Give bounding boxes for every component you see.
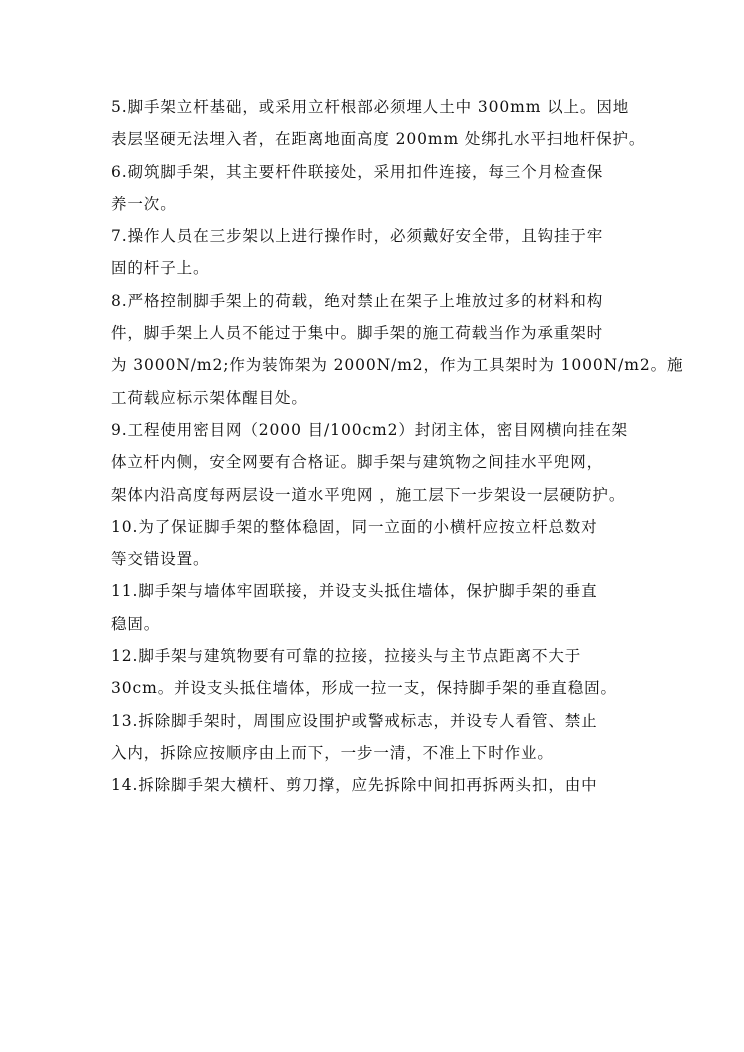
text-line: 为 3000N/m2;作为装饰架为 2000N/m2，作为工具架时为 1000N/m2。施 [111, 356, 684, 375]
text-line: 6.砌筑脚手架，其主要杆件联接处，采用扣件连接，每三个月检查保 [111, 162, 604, 181]
text-line: 14.拆除脚手架大横杆、剪刀撑，应先拆除中间扣再拆两头扣，由中 [111, 776, 598, 795]
text-line: 13.拆除脚手架时，周围应设围护或警戒标志，并设专人看管、禁止 [111, 711, 598, 730]
text-line: 固的杆子上。 [111, 259, 210, 278]
text-line: 稳固。 [111, 614, 161, 633]
text-line: 工荷载应标示架体醒目处。 [111, 388, 308, 407]
text-line: 7.操作人员在三步架以上进行操作时，必须戴好安全带，且钩挂于牢 [111, 227, 604, 246]
text-line: 入内，拆除应按顺序由上而下，一步一清，不准上下时作业。 [111, 743, 554, 762]
text-line: 9.工程使用密目网（2000 目/100cm2）封闭主体，密目网横向挂在架 [111, 420, 629, 439]
text-line: 体立杆内侧，安全网要有合格证。脚手架与建筑物之间挂水平兜网， [111, 453, 604, 472]
text-line: 30cm。并设支头抵住墙体，形成一拉一支，保持脚手架的垂直稳固。 [111, 679, 617, 698]
text-line: 5.脚手架立杆基础，或采用立杆根部必须埋人土中 300mm 以上。因地 [111, 98, 630, 116]
text-line: 件，脚手架上人员不能过于集中。脚手架的施工荷载当作为承重架时 [111, 324, 604, 343]
text-line: 11.脚手架与墙体牢固联接，并设支头抵住墙体，保护脚手架的垂直 [111, 582, 598, 601]
text-line: 养一次。 [111, 194, 177, 213]
text-line: 等交错设置。 [111, 550, 210, 569]
text-line: 12.脚手架与建筑物要有可靠的拉接，拉接头与主节点距离不大于 [111, 647, 582, 666]
text-line: 10.为了保证脚手架的整体稳固，同一立面的小横杆应按立杆总数对 [111, 517, 598, 536]
text-line: 架体内沿高度每两层设一道水平兜网 ，施工层下一步架设一层硬防护。 [111, 485, 626, 504]
document-body [111, 91, 684, 802]
text-line: 8.严格控制脚手架上的荷载，绝对禁止在架子上堆放过多的材料和构 [111, 291, 604, 310]
text-line: 表层坚硬无法埋入者，在距离地面高度 200mm 处绑扎水平扫地杆保护。 [111, 130, 646, 149]
